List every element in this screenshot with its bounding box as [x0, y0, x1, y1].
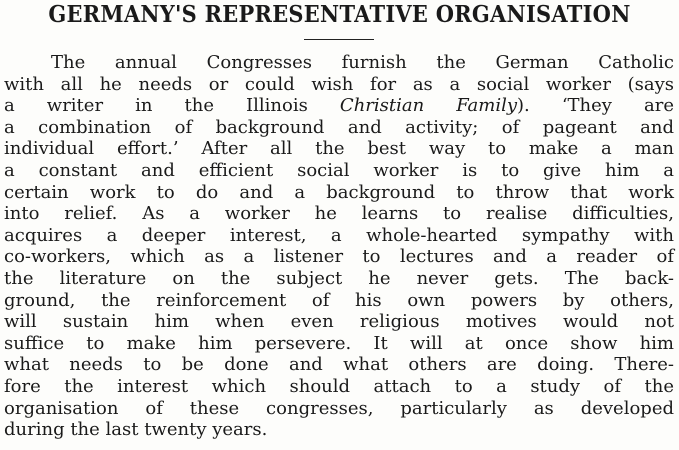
article-line-text: organisation of these congresses, particularly as developed: [4, 397, 674, 419]
article-line: [4, 138, 674, 160]
article-line: [4, 203, 674, 225]
article-body: [4, 52, 674, 441]
article-line-text: a constant and efficient social worker is to give him a: [4, 159, 674, 181]
article-line-text: individual effort.’ After all the best way to make a man: [4, 138, 674, 160]
article-line-text: acquires a deeper interest, a whole-hearted sympathy with: [4, 224, 674, 246]
article-line-text: the literature on the subject he never gets. The back-: [4, 267, 674, 289]
article-line-text: ground, the reinforcement of his own powers by others,: [4, 289, 674, 311]
article-line-text: what needs to be done and what others are doing. There-: [4, 354, 674, 376]
article-line: [4, 182, 674, 204]
article-line: [4, 225, 674, 247]
article-line: [4, 74, 674, 96]
article-line-text: co-workers, which as a listener to lectures and a reader of: [4, 246, 674, 268]
article-line: [4, 333, 674, 355]
article-line-text: suffice to make him persevere. It will at once show him: [4, 332, 674, 354]
article-line-text: with all he needs or could wish for as a social worker (says: [4, 73, 674, 95]
article-line-text: during the last twenty years.: [4, 419, 268, 441]
article-line: [4, 117, 674, 139]
publication-title: Christian Family: [339, 95, 518, 117]
article-line-text: into relief. As a worker he learns to realise difficulties,: [4, 203, 674, 225]
article-line: [4, 246, 674, 268]
article-line: [4, 354, 674, 376]
article-line: [4, 376, 674, 398]
article-line: [4, 95, 674, 117]
article-line-text: The annual Congresses furnish the German Catholic: [51, 52, 674, 73]
article-line: [4, 311, 674, 333]
article-line: [4, 290, 674, 312]
article-line-text: fore the interest which should attach to a study of the: [4, 375, 674, 397]
article-line-text: certain work to do and a background to throw that work: [4, 181, 674, 203]
article-line: [4, 419, 674, 441]
article-line: [4, 268, 674, 290]
article-line: [4, 52, 674, 74]
article-line-text: will sustain him when even religious motives would not: [4, 311, 674, 333]
article-line-text: a writer in the Illinois: [4, 95, 340, 117]
headline-divider: [304, 39, 374, 40]
article-line: [4, 160, 674, 182]
article-line-text: a combination of background and activity; of pageant and: [4, 116, 674, 138]
headline: GERMANY'S REPRESENTATIVE ORGANISATION: [48, 1, 631, 28]
article-line: [4, 398, 674, 420]
article-line-text: ). ‘They are: [517, 95, 675, 117]
